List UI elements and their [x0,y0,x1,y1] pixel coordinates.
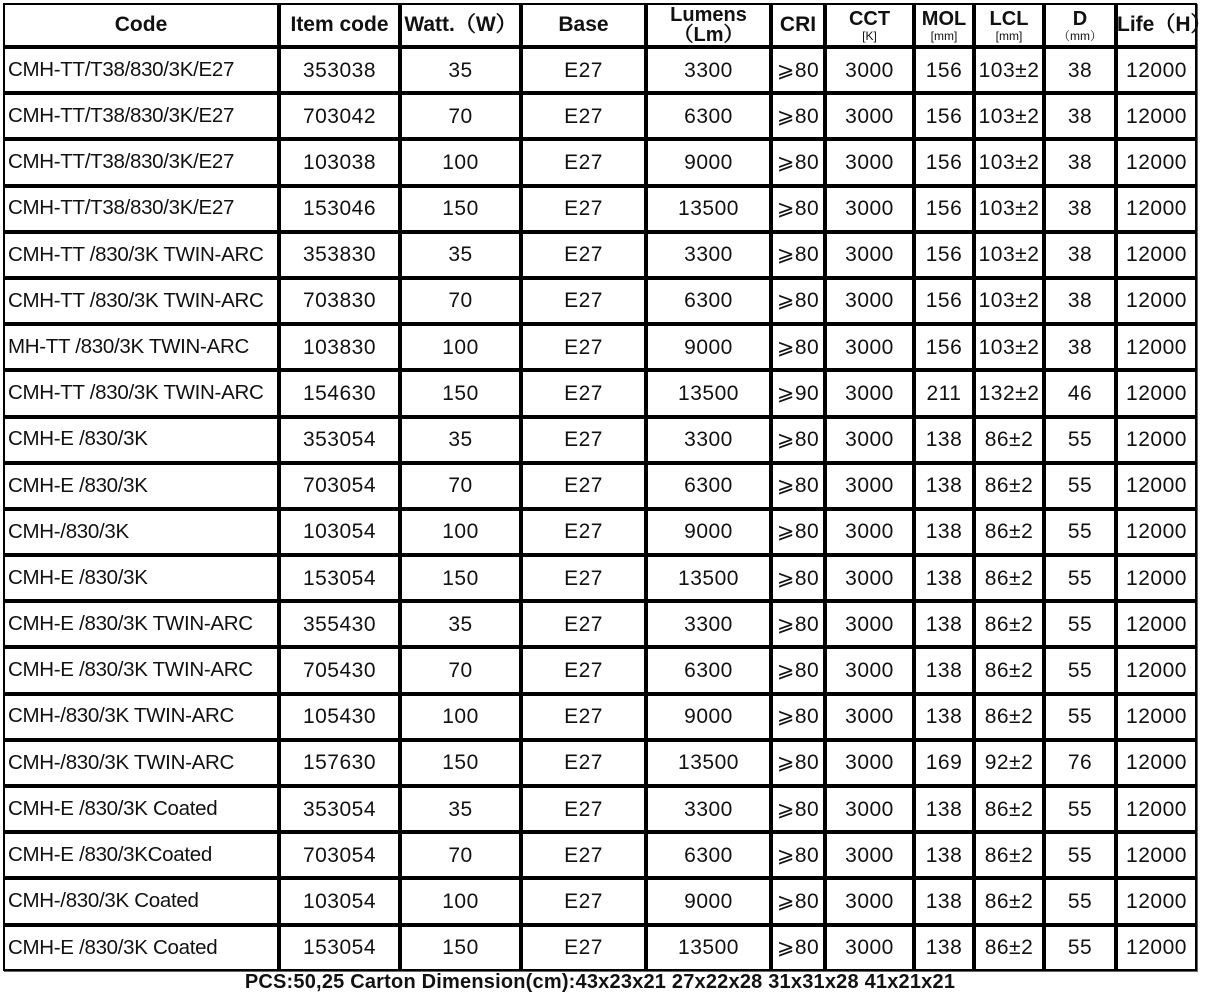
item-code-cell: 154630 [279,370,400,416]
cri-cell: ⩾80 [771,925,825,971]
life-cell: 12000 [1116,878,1197,924]
lumens-cell: 9000 [646,139,771,185]
life-cell: 12000 [1116,370,1197,416]
base-cell: E27 [521,417,646,463]
cct-cell: 3000 [825,47,914,93]
base-cell: E27 [521,509,646,555]
table-row [3,324,1197,370]
item-code-cell: 153046 [279,186,400,232]
item-code-cell: 353038 [279,47,400,93]
table-row [3,139,1197,185]
d-cell: 55 [1044,463,1116,509]
lumens-cell: 3300 [646,47,771,93]
item-code-cell: 355430 [279,601,400,647]
item-code-cell: 703054 [279,463,400,509]
code-cell: CMH-TT/T38/830/3K/E27 [3,47,279,93]
lcl-cell: 86±2 [974,555,1044,601]
cct-cell: 3000 [825,370,914,416]
code-cell: CMH-TT/T38/830/3K/E27 [3,186,279,232]
cri-cell: ⩾80 [771,786,825,832]
header-lumens-unit: （Lm） [673,24,744,46]
table-row [3,555,1197,601]
base-cell: E27 [521,278,646,324]
lcl-cell: 92±2 [974,740,1044,786]
header-d [1044,3,1116,47]
item-code-cell: 103830 [279,324,400,370]
d-cell: 46 [1044,370,1116,416]
d-cell: 38 [1044,186,1116,232]
lumens-cell: 9000 [646,878,771,924]
item-code-cell: 103038 [279,139,400,185]
cct-cell: 3000 [825,417,914,463]
base-cell: E27 [521,93,646,139]
mol-cell: 138 [914,601,974,647]
base-cell: E27 [521,555,646,601]
life-cell: 12000 [1116,47,1197,93]
lumens-cell: 6300 [646,93,771,139]
watt-cell: 70 [400,463,521,509]
code-cell: CMH-E /830/3K [3,463,279,509]
life-cell: 12000 [1116,324,1197,370]
code-cell: CMH-E /830/3K TWIN-ARC [3,601,279,647]
cct-cell: 3000 [825,139,914,185]
lcl-cell: 132±2 [974,370,1044,416]
table-row [3,786,1197,832]
mol-cell: 138 [914,555,974,601]
lcl-cell: 86±2 [974,601,1044,647]
base-cell: E27 [521,925,646,971]
table-row [3,232,1197,278]
cri-cell: ⩾80 [771,740,825,786]
base-cell: E27 [521,878,646,924]
d-cell: 55 [1044,694,1116,740]
item-code-cell: 353830 [279,232,400,278]
life-cell: 12000 [1116,509,1197,555]
code-cell: CMH-TT /830/3K TWIN-ARC [3,232,279,278]
lcl-cell: 86±2 [974,832,1044,878]
lumens-cell: 6300 [646,463,771,509]
item-code-cell: 353054 [279,417,400,463]
life-cell: 12000 [1116,740,1197,786]
cct-cell: 3000 [825,324,914,370]
mol-cell: 138 [914,647,974,693]
cri-cell: ⩾80 [771,324,825,370]
lumens-cell: 9000 [646,694,771,740]
header-cct-label: CCT [848,7,891,30]
cct-cell: 3000 [825,232,914,278]
d-cell: 55 [1044,601,1116,647]
table-row [3,740,1197,786]
cri-cell: ⩾80 [771,417,825,463]
cri-cell: ⩾80 [771,93,825,139]
watt-cell: 70 [400,278,521,324]
code-cell: CMH-/830/3K Coated [3,878,279,924]
cct-cell: 3000 [825,601,914,647]
base-cell: E27 [521,601,646,647]
base-cell: E27 [521,47,646,93]
lcl-cell: 86±2 [974,509,1044,555]
lcl-cell: 86±2 [974,925,1044,971]
d-cell: 55 [1044,786,1116,832]
cct-cell: 3000 [825,278,914,324]
mol-cell: 211 [914,370,974,416]
lcl-cell: 86±2 [974,463,1044,509]
base-cell: E27 [521,232,646,278]
spec-table [3,3,1212,971]
cct-cell: 3000 [825,647,914,693]
cri-cell: ⩾80 [771,878,825,924]
item-code-cell: 157630 [279,740,400,786]
table-body [3,47,1197,971]
watt-cell: 100 [400,324,521,370]
cct-cell: 3000 [825,925,914,971]
lcl-cell: 103±2 [974,93,1044,139]
table-row [3,278,1197,324]
watt-cell: 35 [400,47,521,93]
life-cell: 12000 [1116,647,1197,693]
life-cell: 12000 [1116,417,1197,463]
life-cell: 12000 [1116,555,1197,601]
d-cell: 38 [1044,139,1116,185]
life-cell: 12000 [1116,925,1197,971]
item-code-cell: 703830 [279,278,400,324]
cri-cell: ⩾80 [771,278,825,324]
item-code-cell: 153054 [279,925,400,971]
base-cell: E27 [521,740,646,786]
watt-cell: 70 [400,832,521,878]
cri-cell: ⩾80 [771,47,825,93]
base-cell: E27 [521,139,646,185]
life-cell: 12000 [1116,463,1197,509]
lcl-cell: 103±2 [974,139,1044,185]
mol-cell: 138 [914,925,974,971]
cct-cell: 3000 [825,463,914,509]
mol-cell: 138 [914,417,974,463]
lumens-cell: 13500 [646,925,771,971]
code-cell: CMH-E /830/3K TWIN-ARC [3,647,279,693]
base-cell: E27 [521,324,646,370]
code-cell: CMH-E /830/3K Coated [3,786,279,832]
cct-cell: 3000 [825,832,914,878]
watt-cell: 70 [400,647,521,693]
base-cell: E27 [521,463,646,509]
base-cell: E27 [521,786,646,832]
lumens-cell: 13500 [646,555,771,601]
watt-cell: 150 [400,925,521,971]
header-mol-unit: [mm] [930,28,958,43]
life-cell: 12000 [1116,786,1197,832]
header-row [3,3,1197,47]
table-row [3,601,1197,647]
code-cell: CMH-/830/3K TWIN-ARC [3,694,279,740]
life-cell: 12000 [1116,278,1197,324]
lcl-cell: 86±2 [974,417,1044,463]
header-cri: CRI [771,3,825,47]
mol-cell: 138 [914,694,974,740]
cct-cell: 3000 [825,694,914,740]
table-row [3,370,1197,416]
d-cell: 38 [1044,324,1116,370]
mol-cell: 156 [914,93,974,139]
d-cell: 38 [1044,93,1116,139]
mol-cell: 138 [914,786,974,832]
table-row [3,925,1197,971]
code-cell: MH-TT /830/3K TWIN-ARC [3,324,279,370]
mol-cell: 169 [914,740,974,786]
lcl-cell: 86±2 [974,694,1044,740]
code-cell: CMH-TT/T38/830/3K/E27 [3,139,279,185]
header-lumens-label: Lumens [670,4,747,26]
lumens-cell: 3300 [646,232,771,278]
d-cell: 55 [1044,509,1116,555]
code-cell: CMH-TT/T38/830/3K/E27 [3,93,279,139]
lumens-cell: 6300 [646,647,771,693]
header-lumens [646,3,771,47]
cct-cell: 3000 [825,740,914,786]
lumens-cell: 9000 [646,324,771,370]
base-cell: E27 [521,186,646,232]
mol-cell: 138 [914,509,974,555]
mol-cell: 138 [914,832,974,878]
table-row [3,93,1197,139]
item-code-cell: 153054 [279,555,400,601]
watt-cell: 100 [400,509,521,555]
lumens-cell: 13500 [646,740,771,786]
mol-cell: 138 [914,463,974,509]
table-row [3,417,1197,463]
mol-cell: 156 [914,278,974,324]
header-watt: Watt.（W） [400,3,521,47]
lumens-cell: 6300 [646,832,771,878]
d-cell: 76 [1044,740,1116,786]
cri-cell: ⩾80 [771,139,825,185]
cri-cell: ⩾80 [771,186,825,232]
code-cell: CMH-E /830/3KCoated [3,832,279,878]
cri-cell: ⩾90 [771,370,825,416]
header-d-label: D [1072,7,1088,30]
lumens-cell: 3300 [646,601,771,647]
life-cell: 12000 [1116,186,1197,232]
cri-cell: ⩾80 [771,601,825,647]
base-cell: E27 [521,694,646,740]
header-code: Code [3,3,279,47]
table-row [3,47,1197,93]
table-row [3,694,1197,740]
life-cell: 12000 [1116,232,1197,278]
life-cell: 12000 [1116,832,1197,878]
header-lcl-label: LCL [989,7,1029,30]
cri-cell: ⩾80 [771,832,825,878]
item-code-cell: 703042 [279,93,400,139]
code-cell: CMH-E /830/3K [3,555,279,601]
lumens-cell: 13500 [646,370,771,416]
item-code-cell: 705430 [279,647,400,693]
lcl-cell: 86±2 [974,786,1044,832]
lcl-cell: 103±2 [974,232,1044,278]
lcl-cell: 103±2 [974,47,1044,93]
life-cell: 12000 [1116,93,1197,139]
header-cct [825,3,914,47]
cri-cell: ⩾80 [771,509,825,555]
table-header [3,3,1212,47]
watt-cell: 100 [400,139,521,185]
table-row [3,647,1197,693]
d-cell: 55 [1044,878,1116,924]
header-cct-unit: [K] [862,28,877,43]
watt-cell: 35 [400,232,521,278]
lumens-cell: 3300 [646,417,771,463]
d-cell: 55 [1044,555,1116,601]
header-base: Base [521,3,646,47]
code-cell: CMH-/830/3K TWIN-ARC [3,740,279,786]
item-code-cell: 105430 [279,694,400,740]
lumens-cell: 9000 [646,509,771,555]
code-cell: CMH-TT /830/3K TWIN-ARC [3,278,279,324]
cct-cell: 3000 [825,555,914,601]
header-d-unit: （mm） [1058,28,1102,43]
mol-cell: 156 [914,324,974,370]
watt-cell: 100 [400,694,521,740]
cri-cell: ⩾80 [771,463,825,509]
lumens-cell: 13500 [646,186,771,232]
code-cell: CMH-TT /830/3K TWIN-ARC [3,370,279,416]
item-code-cell: 103054 [279,878,400,924]
d-cell: 38 [1044,278,1116,324]
watt-cell: 70 [400,93,521,139]
watt-cell: 35 [400,786,521,832]
item-code-cell: 353054 [279,786,400,832]
base-cell: E27 [521,647,646,693]
item-code-cell: 703054 [279,832,400,878]
mol-cell: 156 [914,139,974,185]
watt-cell: 35 [400,417,521,463]
table-row [3,463,1197,509]
cct-cell: 3000 [825,93,914,139]
header-life: Life（H） [1116,3,1197,47]
life-cell: 12000 [1116,601,1197,647]
lumens-cell: 3300 [646,786,771,832]
cri-cell: ⩾80 [771,647,825,693]
lcl-cell: 103±2 [974,324,1044,370]
header-lcl [974,3,1044,47]
mol-cell: 138 [914,878,974,924]
code-cell: CMH-E /830/3K Coated [3,925,279,971]
mol-cell: 156 [914,47,974,93]
cct-cell: 3000 [825,509,914,555]
cct-cell: 3000 [825,786,914,832]
cct-cell: 3000 [825,186,914,232]
cri-cell: ⩾80 [771,232,825,278]
item-code-cell: 103054 [279,509,400,555]
watt-cell: 150 [400,555,521,601]
lcl-cell: 103±2 [974,186,1044,232]
table-row [3,186,1197,232]
table-row [3,878,1197,924]
life-cell: 12000 [1116,139,1197,185]
cri-cell: ⩾80 [771,555,825,601]
d-cell: 55 [1044,925,1116,971]
header-lcl-unit: [mm] [995,28,1023,43]
cri-cell: ⩾80 [771,694,825,740]
life-cell: 12000 [1116,694,1197,740]
base-cell: E27 [521,370,646,416]
d-cell: 55 [1044,647,1116,693]
header-item-code: Item code [279,3,400,47]
watt-cell: 100 [400,878,521,924]
footer-carton-info: PCS:50,25 Carton Dimension(cm):43x23x21 27x22x28 31x31x28 41x21x21 [244,971,956,993]
code-cell: CMH-E /830/3K [3,417,279,463]
d-cell: 38 [1044,232,1116,278]
base-cell: E27 [521,832,646,878]
cct-cell: 3000 [825,878,914,924]
watt-cell: 150 [400,370,521,416]
header-mol [914,3,974,47]
watt-cell: 35 [400,601,521,647]
watt-cell: 150 [400,186,521,232]
lcl-cell: 103±2 [974,278,1044,324]
mol-cell: 156 [914,186,974,232]
lcl-cell: 86±2 [974,647,1044,693]
d-cell: 55 [1044,832,1116,878]
mol-cell: 156 [914,232,974,278]
d-cell: 38 [1044,47,1116,93]
watt-cell: 150 [400,740,521,786]
lumens-cell: 6300 [646,278,771,324]
header-mol-label: MOL [921,7,967,30]
code-cell: CMH-/830/3K [3,509,279,555]
table-row [3,832,1197,878]
d-cell: 55 [1044,417,1116,463]
lcl-cell: 86±2 [974,878,1044,924]
table-row [3,509,1197,555]
